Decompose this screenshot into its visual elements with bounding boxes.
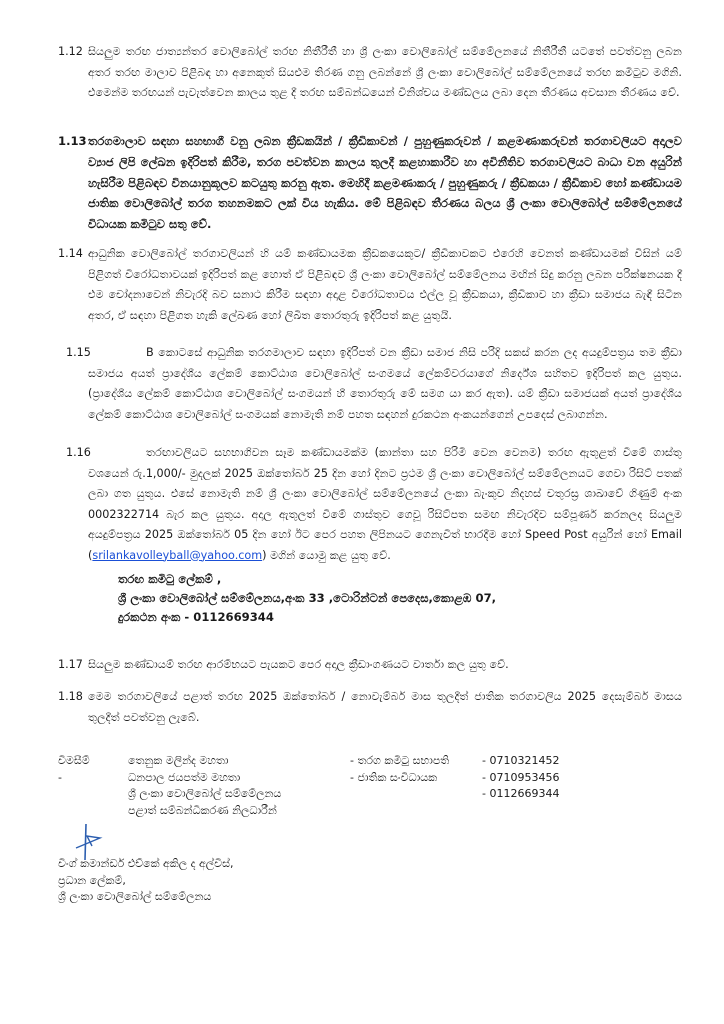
contacts-label: විමසීම් - [58,754,90,784]
paragraph-text: සියලුම තරඟ ජාත්‍යන්තර වොලිබෝල් තරඟ නිතීරීතී හා ශ්‍රී ලංකා වොලිබෝල් සම්මේලනයේ නිතීරීතී යටතේ පවත්වනු ලබන අතර තරඟ මාලාව පිළිබඳ හා අනෙකුත් සියළුම තිරණ ගනු ලබන්නේ ශ්‍රී ලංකා වොලිබෝල් සම්මේලනයේ තරඟ කමිටුව මගිනි. එමෙන්ම තරඟයන් පැවැත්වෙන කාලය තුළ දී තරඟ සම්බන්ධයෙන් විනිශ්චය මණ්ඩලය ලබා දෙන තීරණය අවසාන තීරණය වේ. [88,45,682,99]
paragraph-text-before-email: තරඟාවලියට සහභාගිවන සෑම කණ්ඩායමක්ම (කාන්තා සහ පිරිමි වෙන වෙනම) තරඟ ඇතුළත් වීමේ ගාස්තු වශයෙන් රු.1,000/- මුදලක් 2025 ඔක්තෝබර් 25 දින හෝ දිනට ප්‍රථම ශ්‍රී ලංකා වොලිබෝල් සම්මේලනයට ගෙවා රිසිට් පතක් ලබා ගත යුතුය. එසේ නොමැති නම් ශ්‍රී ලංකා වොලිබෝල් සම්මේලනයේ ලංකා බැංකුව නිදහස් චතුරස්‍ර ශාඛාවේ ගිණුම් අංක 0002322714 බැර කල යුතුය. අදාල ඇතුලත් වීමේ ගාස්තුව ගෙවූ රිසිට්පත සමඟ නිවැරදිව සම්පූර්ණ කරනලද සියලුම අයදුම්පත්‍රය 2025 ඔක්තෝබර් 05 දින හෝ ඊට පෙර පහත ලිපිනයට ගෙනැවිත් භාරදීම හෝ Speed Post අයුරින් හෝ Email ( [88,446,682,562]
paragraph-number: 1.18 [58,690,83,703]
paragraph-text-after-email: ) මගින් යොමු කළ යුතු වේ. [262,548,391,562]
contact-row [128,753,229,770]
paragraph-text: මෙම තරගාවලියේ පළාත් තරඟ 2025 ඔක්තෝබර් / නොවැම්බර් මාස තුලදීත් ජාතික තරගාවලිය 2025 දෙසැම්බර් මාසය තුලදීත් පවත්වනු ලැබේ. [88,690,682,724]
address-block [118,570,496,627]
paragraph-number: 1.14 [58,247,83,260]
contact-row [128,803,277,820]
paragraph-number: 1.17 [58,658,83,671]
contact-phone: - 0710953456 [482,770,560,784]
signatory-title: ප්‍රධාන ලේකම්, [58,873,126,887]
paragraph-text [88,443,682,566]
paragraph-number: 1.13 [58,134,87,148]
paragraph-text: සියලුම කණ්ඩායම් තරඟ ආරම්භයට පැයකට පෙර අදාල ක්‍රීඩාංගණයට වාර්තා කල යුතු වේ. [88,658,509,671]
paragraph-1-16 [58,443,682,566]
paragraph-1-13 [58,131,682,235]
paragraph-1-18 [58,687,682,728]
contact-phone: - 0710321452 [482,754,560,767]
signatory-org: ශ්‍රී ලංකා වොලිබෝල් සම්මේලනය [58,890,212,903]
paragraph-1-15 [58,343,682,425]
signatory-block [58,856,233,906]
signatory-name: විංග් කමාන්ඩර් එච්කේ අකිල ද අල්විස්, [58,857,234,870]
paragraph-number: 1.16 [66,446,91,459]
contact-name: පළාත් සම්බන්ධීකරණ නිලධාරීන් [128,803,277,817]
paragraph-1-17 [58,655,682,676]
paragraph-1-14 [58,244,682,326]
paragraph-text: B කොටසේ ආධුනික තරගමාලාව සඳහා ඉදිරිපත් වන ක්‍රීඩා සමාජ නිසි පරිදි සකස් කරන ලද අයදුම්පත්‍රය තම ක්‍රීඩා සමාජය අයත් ප්‍රාදේශීය ලේකම් කොට්ඨාශ වොලිබෝල් සංගමයේ ලේකම්වරයාගේ නිර්දේශ සහිතව ඉදිරිපත් කල යුතුය. (ප්‍රාදේශීය ලේකම් කොට්ඨාශ වොලිබෝල් සංගමයන් හී තොරතුරු මේ සමග යා කර ඇත). යම් ක්‍රීඩා සමාජයක් අයත් ප්‍රාදේශීය ලේකම් කොට්ඨාශ වොලිබෝල් සංගමයක් නොමැති නම් පහත සඳහන් දුරකථන අංකයන්ගෙන් උපදෙස් ලබාගන්න. [88,346,682,421]
paragraph-number: 1.15 [66,346,91,359]
contact-row [128,786,281,803]
contact-role: - ජාතික සංවිධායක [350,770,438,784]
contact-row [128,770,240,787]
address-line-3: දුරකථන අංක - 0112669344 [118,610,274,624]
address-line-2: ශ්‍රී ලංකා වොලිබෝල් සම්මේලනය,අංක 33 ,ටොරින්ටන් පෙදෙස,කොළඹ 07, [118,591,497,605]
email-link[interactable]: srilankavolleyball@yahoo.com [92,548,263,562]
contact-name: ධනපාල ජයපත්ම මහතා [128,770,241,784]
paragraph-text: තරගමාලාව සඳහා සහභාගී වනු ලබන ක්‍රීඩකයින් / ක්‍රීඩිකාවන් / පුහුණුකරුවන් / කළමණාකරුවන් තරගාවලියට අදාලව ව්‍යාජ ලිපි ලේඛන ඉදිරිපත් කිරීම, තරග පවත්වන කාලය තුලදී කළහාකාරීව හා අවිනීතිව තරගාවලියට බාධා වන අයුරින් හැසිරීම පිළිබඳව විනයානුකූලව කටයුතු කරනු ඇත. මෙහිදී කළමණාකරු / පුහුණුකරු / ක්‍රීඩකයා / ක්‍රීඩිකාව හෝ කණ්ඩායම ජාතික වොලිබෝල් තරග තහනමකට ලක් විය හැකිය. මේ පිළිබඳව තීරණය බලය ශ්‍රී ලංකා වොලිබෝල් සම්මේලනයේ විධායක කමිටුව සතු වේ. [88,134,682,232]
contact-phone: - 0112669344 [482,787,560,800]
contact-name: ශ්‍රී ලංකා වොලිබෝල් සම්මේලනය [128,787,282,800]
address-line-1: තරඟ කමිටු ලේකම් , [118,572,222,586]
paragraph-number: 1.12 [58,45,83,58]
contact-name: තෙනුක මලින්ද මහතා [128,754,229,767]
paragraph-text: ආධුනික වොලිබෝල් තරගාවලියන් හි යම් කණ්ඩායමක ක්‍රීඩකයෙකුට/ ක්‍රීඩිකාවකට එරෙහි වෙනත් කණ්ඩායමක් විසින් යම් පිළිගත් විරෝධතාවයක් ඉදිරිපත් කළ හොත් ඒ පිළිබඳව ශ්‍රී ලංකා වොලිබෝල් සම්මේලනය මඟින් සිදු කරනු ලබන පරික්ෂනයක දී එම චෝදනාවෙන් නිවැරදි බව සනාථ කිරීම සඳහා අදාළ විරෝධතාවය එල්ල වූ ක්‍රීඩකයා, ක්‍රීඩිකාව හා ක්‍රීඩා සමාජය බැඳී සිටින අතර, ඒ සඳහා පිළිගත හැකි ලේඛණ හෝ ලිඛිත තොරතුරු ඉදිරිපත් කළ යුතුයි. [88,247,682,322]
paragraph-1-12 [58,42,682,104]
contact-role: - තරග කමිටු සභාපති [350,754,450,767]
